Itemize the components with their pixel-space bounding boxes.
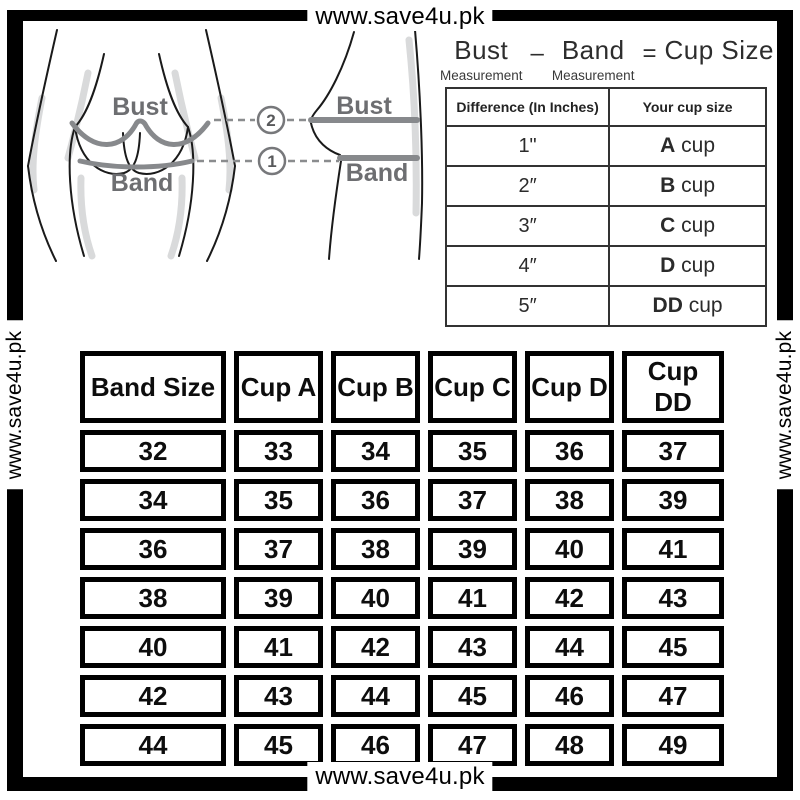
watermark-top: www.save4u.pk (307, 3, 492, 31)
size-cell: 37 (234, 528, 323, 570)
cup-difference-table-wrap (445, 87, 767, 327)
size-table-header: Cup A (234, 351, 323, 423)
size-cell: 32 (80, 430, 226, 472)
difference-cell: 4″ (446, 246, 609, 286)
size-cell: 42 (331, 626, 420, 668)
watermark-bottom: www.save4u.pk (307, 762, 492, 792)
size-cell: 42 (525, 577, 614, 619)
side-measure-lines (311, 120, 417, 158)
cup-size-cell (609, 206, 766, 246)
minus-sign: – (530, 40, 544, 67)
size-cell: 35 (234, 479, 323, 521)
cup-letter: B (660, 174, 676, 197)
side-band-label: Band (345, 159, 409, 187)
size-cell: 41 (622, 528, 724, 570)
band-measurement-term (552, 35, 635, 83)
size-cell: 44 (80, 724, 226, 766)
watermark-right: www.save4u.pk (771, 321, 799, 490)
size-cell: 39 (234, 577, 323, 619)
size-cell: 36 (525, 430, 614, 472)
size-cell: 36 (80, 528, 226, 570)
band-size-table (72, 344, 732, 773)
cup-difference-table (445, 87, 767, 327)
cup-letter: DD (652, 294, 683, 317)
cup-size-cell (609, 286, 766, 326)
marker-1-number: 1 (267, 152, 277, 171)
size-cell: 35 (428, 430, 517, 472)
equals-sign: = (642, 40, 657, 67)
front-bust-label: Bust (112, 93, 168, 121)
formula-band-sub: Measurement (551, 68, 635, 83)
cup-size-formula (440, 35, 774, 83)
formula-band-word: Band (561, 35, 625, 65)
size-cell: 46 (525, 675, 614, 717)
difference-cell: 2″ (446, 166, 609, 206)
size-cell: 38 (331, 528, 420, 570)
cup-table-row (446, 246, 766, 286)
size-table-row (80, 675, 724, 717)
cup-size-cell (609, 126, 766, 166)
cup-letter: D (660, 254, 676, 277)
size-cell: 46 (331, 724, 420, 766)
cup-table-header: Your cup size (609, 88, 766, 126)
size-cell: 44 (331, 675, 420, 717)
size-cell: 37 (428, 479, 517, 521)
size-table-row (80, 724, 724, 766)
formula-result: Cup Size (664, 35, 774, 65)
cup-table-header-row (446, 88, 766, 126)
cup-table-row (446, 206, 766, 246)
size-cell: 43 (428, 626, 517, 668)
size-table-header: Cup B (331, 351, 420, 423)
size-table-row (80, 626, 724, 668)
cup-word: cup (681, 134, 715, 157)
size-table-header: Cup D (525, 351, 614, 423)
size-cell: 47 (622, 675, 724, 717)
cup-word: cup (681, 214, 715, 237)
cup-size-cell (609, 246, 766, 286)
difference-cell: 3″ (446, 206, 609, 246)
size-cell: 37 (622, 430, 724, 472)
watermark-left: www.save4u.pk (1, 321, 29, 490)
size-cell: 41 (428, 577, 517, 619)
cup-word: cup (688, 294, 723, 317)
size-cell: 44 (525, 626, 614, 668)
size-cell: 41 (234, 626, 323, 668)
shadow-strokes (33, 40, 416, 256)
size-cell: 40 (331, 577, 420, 619)
size-table-row (80, 528, 724, 570)
size-table-row (80, 430, 724, 472)
measurement-illustration (24, 28, 434, 263)
bust-measurement-term (440, 35, 523, 83)
size-cell: 45 (428, 675, 517, 717)
cup-table-header: Difference (In Inches) (446, 88, 609, 126)
size-cell: 40 (80, 626, 226, 668)
side-bust-label: Bust (336, 92, 392, 120)
front-torso-outline (28, 30, 235, 261)
size-cell: 34 (331, 430, 420, 472)
size-cell: 43 (234, 675, 323, 717)
size-cell: 34 (80, 479, 226, 521)
size-cell: 33 (234, 430, 323, 472)
size-cell: 42 (80, 675, 226, 717)
size-cell: 48 (525, 724, 614, 766)
cup-word: cup (681, 254, 715, 277)
formula-bust-word: Bust (454, 35, 509, 65)
cup-table-row (446, 286, 766, 326)
cup-table-row (446, 126, 766, 166)
difference-cell: 1" (446, 126, 609, 166)
cup-letter: A (660, 134, 676, 157)
size-cell: 40 (525, 528, 614, 570)
size-cell: 47 (428, 724, 517, 766)
size-cell: 39 (622, 479, 724, 521)
marker-2-number: 2 (266, 111, 276, 130)
size-cell: 36 (331, 479, 420, 521)
cup-word: cup (681, 174, 715, 197)
front-band-label: Band (110, 169, 174, 197)
difference-cell: 5″ (446, 286, 609, 326)
size-cell: 38 (80, 577, 226, 619)
formula-bust-sub: Measurement (440, 68, 523, 83)
band-size-table-wrap (72, 344, 732, 773)
size-table-header: Band Size (80, 351, 226, 423)
size-cell: 39 (428, 528, 517, 570)
size-cell: 45 (234, 724, 323, 766)
cup-size-cell (609, 166, 766, 206)
size-table-header: Cup DD (622, 351, 724, 423)
size-table-header: Cup C (428, 351, 517, 423)
size-cell: 49 (622, 724, 724, 766)
cup-table-row (446, 166, 766, 206)
size-cell: 43 (622, 577, 724, 619)
size-table-header-row (80, 351, 724, 423)
cup-letter: C (660, 214, 676, 237)
size-cell: 45 (622, 626, 724, 668)
size-table-row (80, 577, 724, 619)
size-cell: 38 (525, 479, 614, 521)
side-torso-outline (311, 30, 422, 259)
size-table-row (80, 479, 724, 521)
